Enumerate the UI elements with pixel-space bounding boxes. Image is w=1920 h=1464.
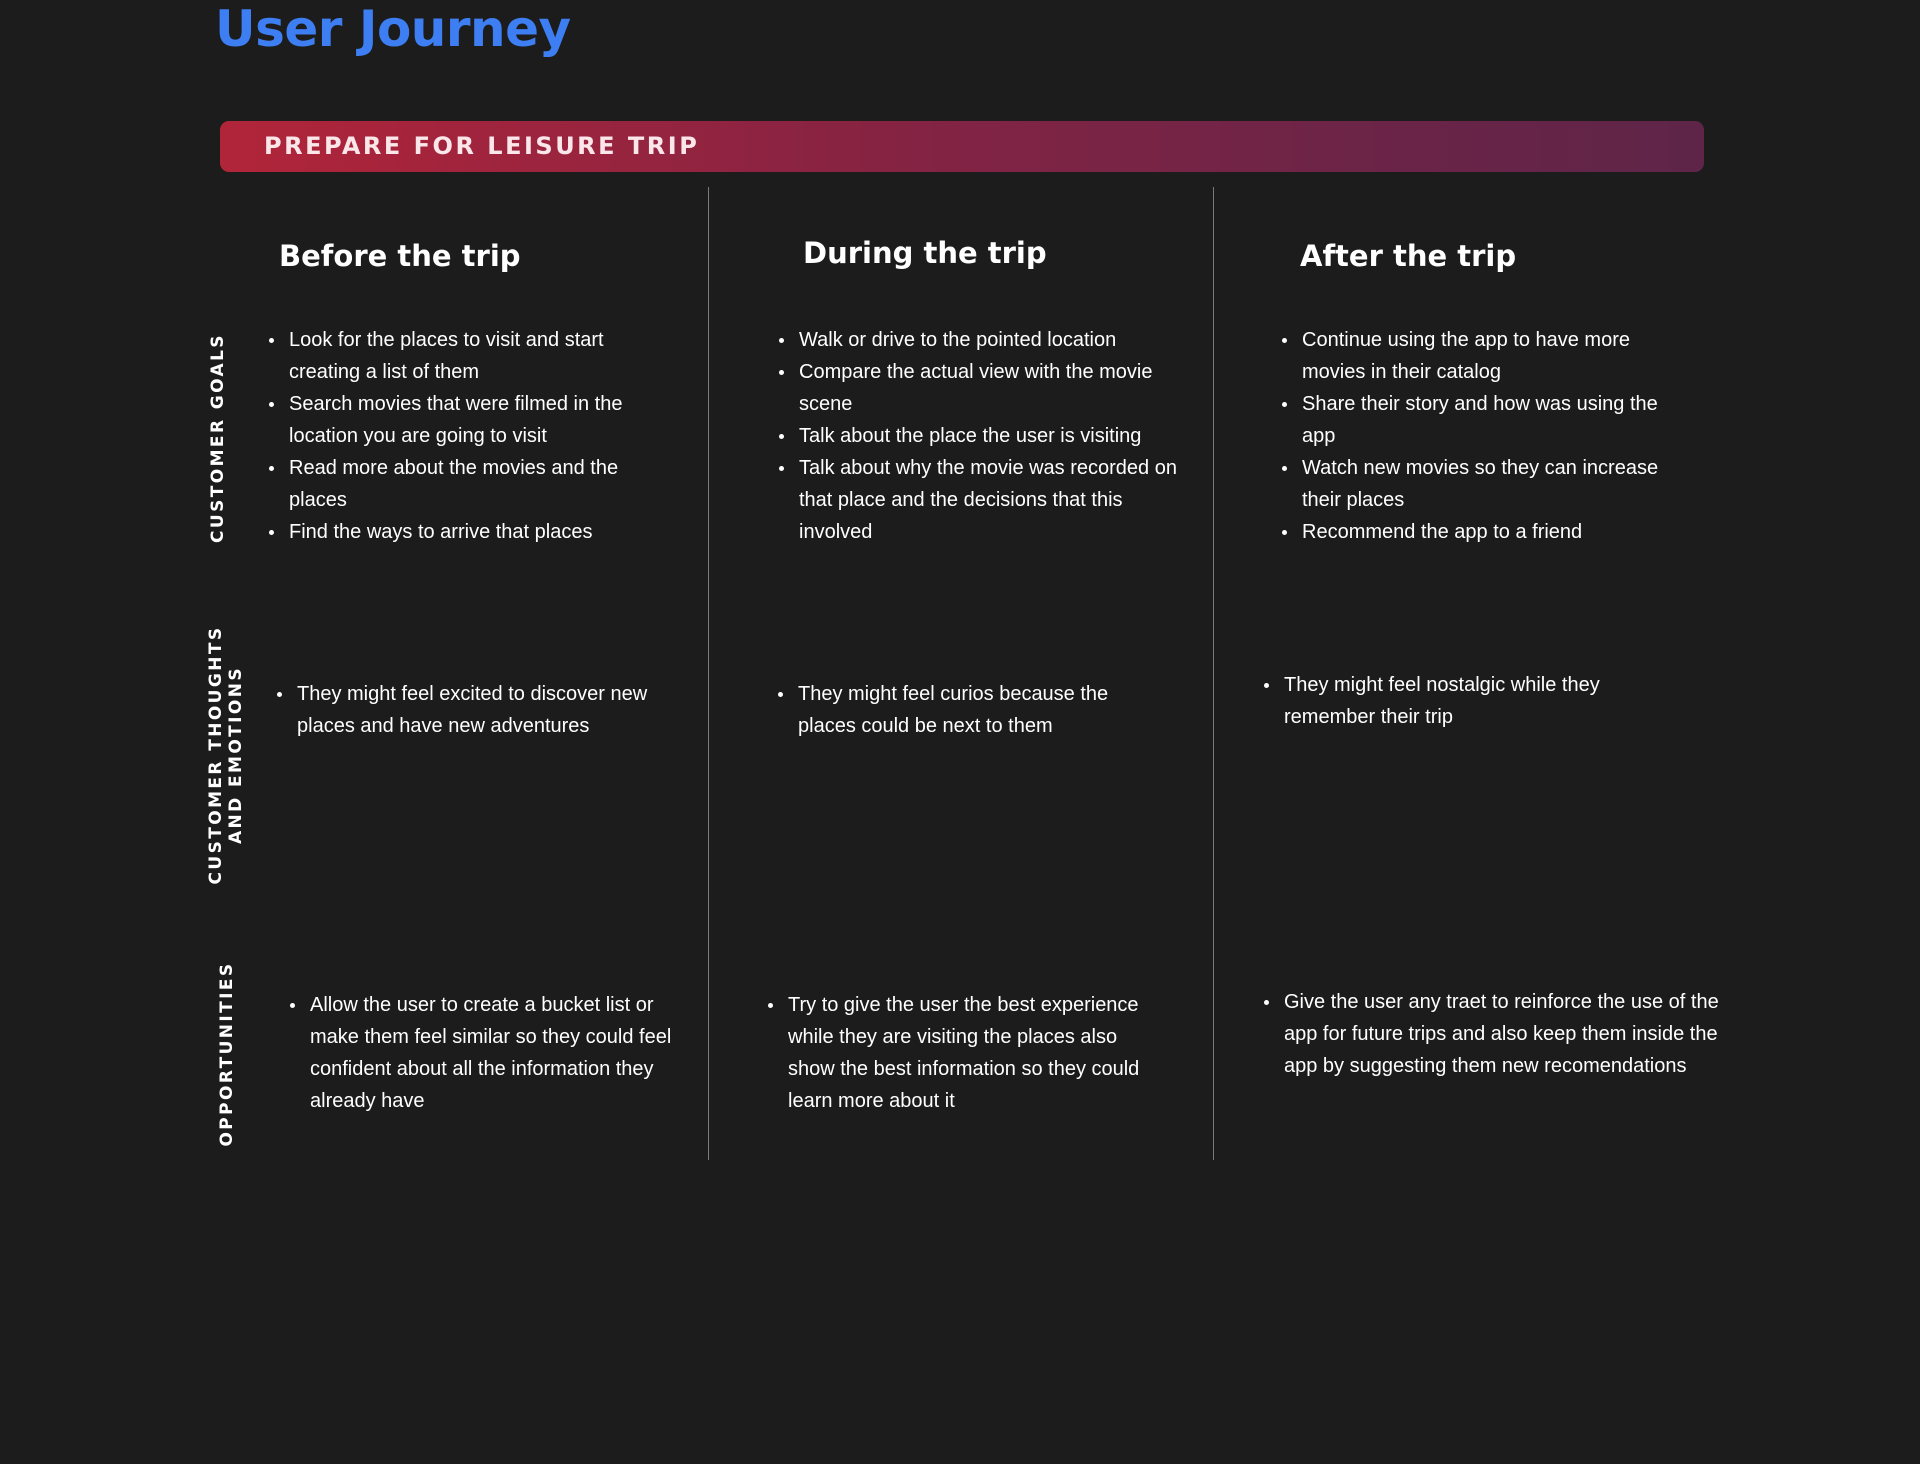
list-item: Find the ways to arrive that places bbox=[269, 516, 654, 548]
list-item: Read more about the movies and the places bbox=[269, 452, 654, 516]
list-item: Walk or drive to the pointed location bbox=[779, 324, 1179, 356]
cell-emotions-before bbox=[277, 678, 662, 742]
list-item: Recommend the app to a friend bbox=[1282, 516, 1687, 548]
stage-header-before: Before the trip bbox=[279, 239, 521, 273]
cell-emotions-during bbox=[778, 678, 1138, 742]
cell-emotions-after bbox=[1264, 669, 1664, 733]
list-item: They might feel nostalgic while they remember their trip bbox=[1264, 669, 1664, 733]
page-title: User Journey bbox=[215, 0, 571, 58]
list-item: Allow the user to create a bucket list or make them feel similar so they could feel confident about all the information they already have bbox=[290, 989, 675, 1117]
cell-opportunities-before bbox=[290, 989, 675, 1117]
list-item: Search movies that were filmed in the location you are going to visit bbox=[269, 388, 654, 452]
list-item: Compare the actual view with the movie scene bbox=[779, 356, 1179, 420]
list-item: Give the user any traet to reinforce the use of the app for future trips and also keep them inside the app by suggesting them new recomendations bbox=[1264, 986, 1719, 1082]
list-item: They might feel excited to discover new places and have new adventures bbox=[277, 678, 662, 742]
list-item: Share their story and how was using the app bbox=[1282, 388, 1687, 452]
list-item: Continue using the app to have more movies in their catalog bbox=[1282, 324, 1687, 388]
cell-goals-after bbox=[1282, 324, 1687, 548]
cell-opportunities-during bbox=[768, 989, 1168, 1117]
list-item: They might feel curios because the places could be next to them bbox=[778, 678, 1138, 742]
column-divider bbox=[1213, 187, 1214, 1160]
row-label-thoughts-emotions: CUSTOMER THOUGHTS AND EMOTIONS bbox=[206, 625, 246, 885]
list-item: Look for the places to visit and start creating a list of them bbox=[269, 324, 654, 388]
stage-header-during: During the trip bbox=[803, 236, 1047, 270]
list-item: Talk about the place the user is visiting bbox=[779, 420, 1179, 452]
phase-banner bbox=[220, 121, 1704, 172]
list-item: Talk about why the movie was recorded on that place and the decisions that this involved bbox=[779, 452, 1179, 548]
row-label-customer-goals: CUSTOMER GOALS bbox=[208, 333, 228, 543]
column-divider bbox=[708, 187, 709, 1160]
cell-goals-before bbox=[269, 324, 654, 548]
list-item: Watch new movies so they can increase their places bbox=[1282, 452, 1687, 516]
phase-banner-label: PREPARE FOR LEISURE TRIP bbox=[264, 132, 700, 160]
cell-goals-during bbox=[779, 324, 1179, 548]
list-item: Try to give the user the best experience while they are visiting the places also show the best information so they could learn more about it bbox=[768, 989, 1168, 1117]
row-label-opportunities: OPPORTUNITIES bbox=[217, 961, 237, 1147]
cell-opportunities-after bbox=[1264, 986, 1719, 1082]
stage-header-after: After the trip bbox=[1300, 239, 1517, 273]
